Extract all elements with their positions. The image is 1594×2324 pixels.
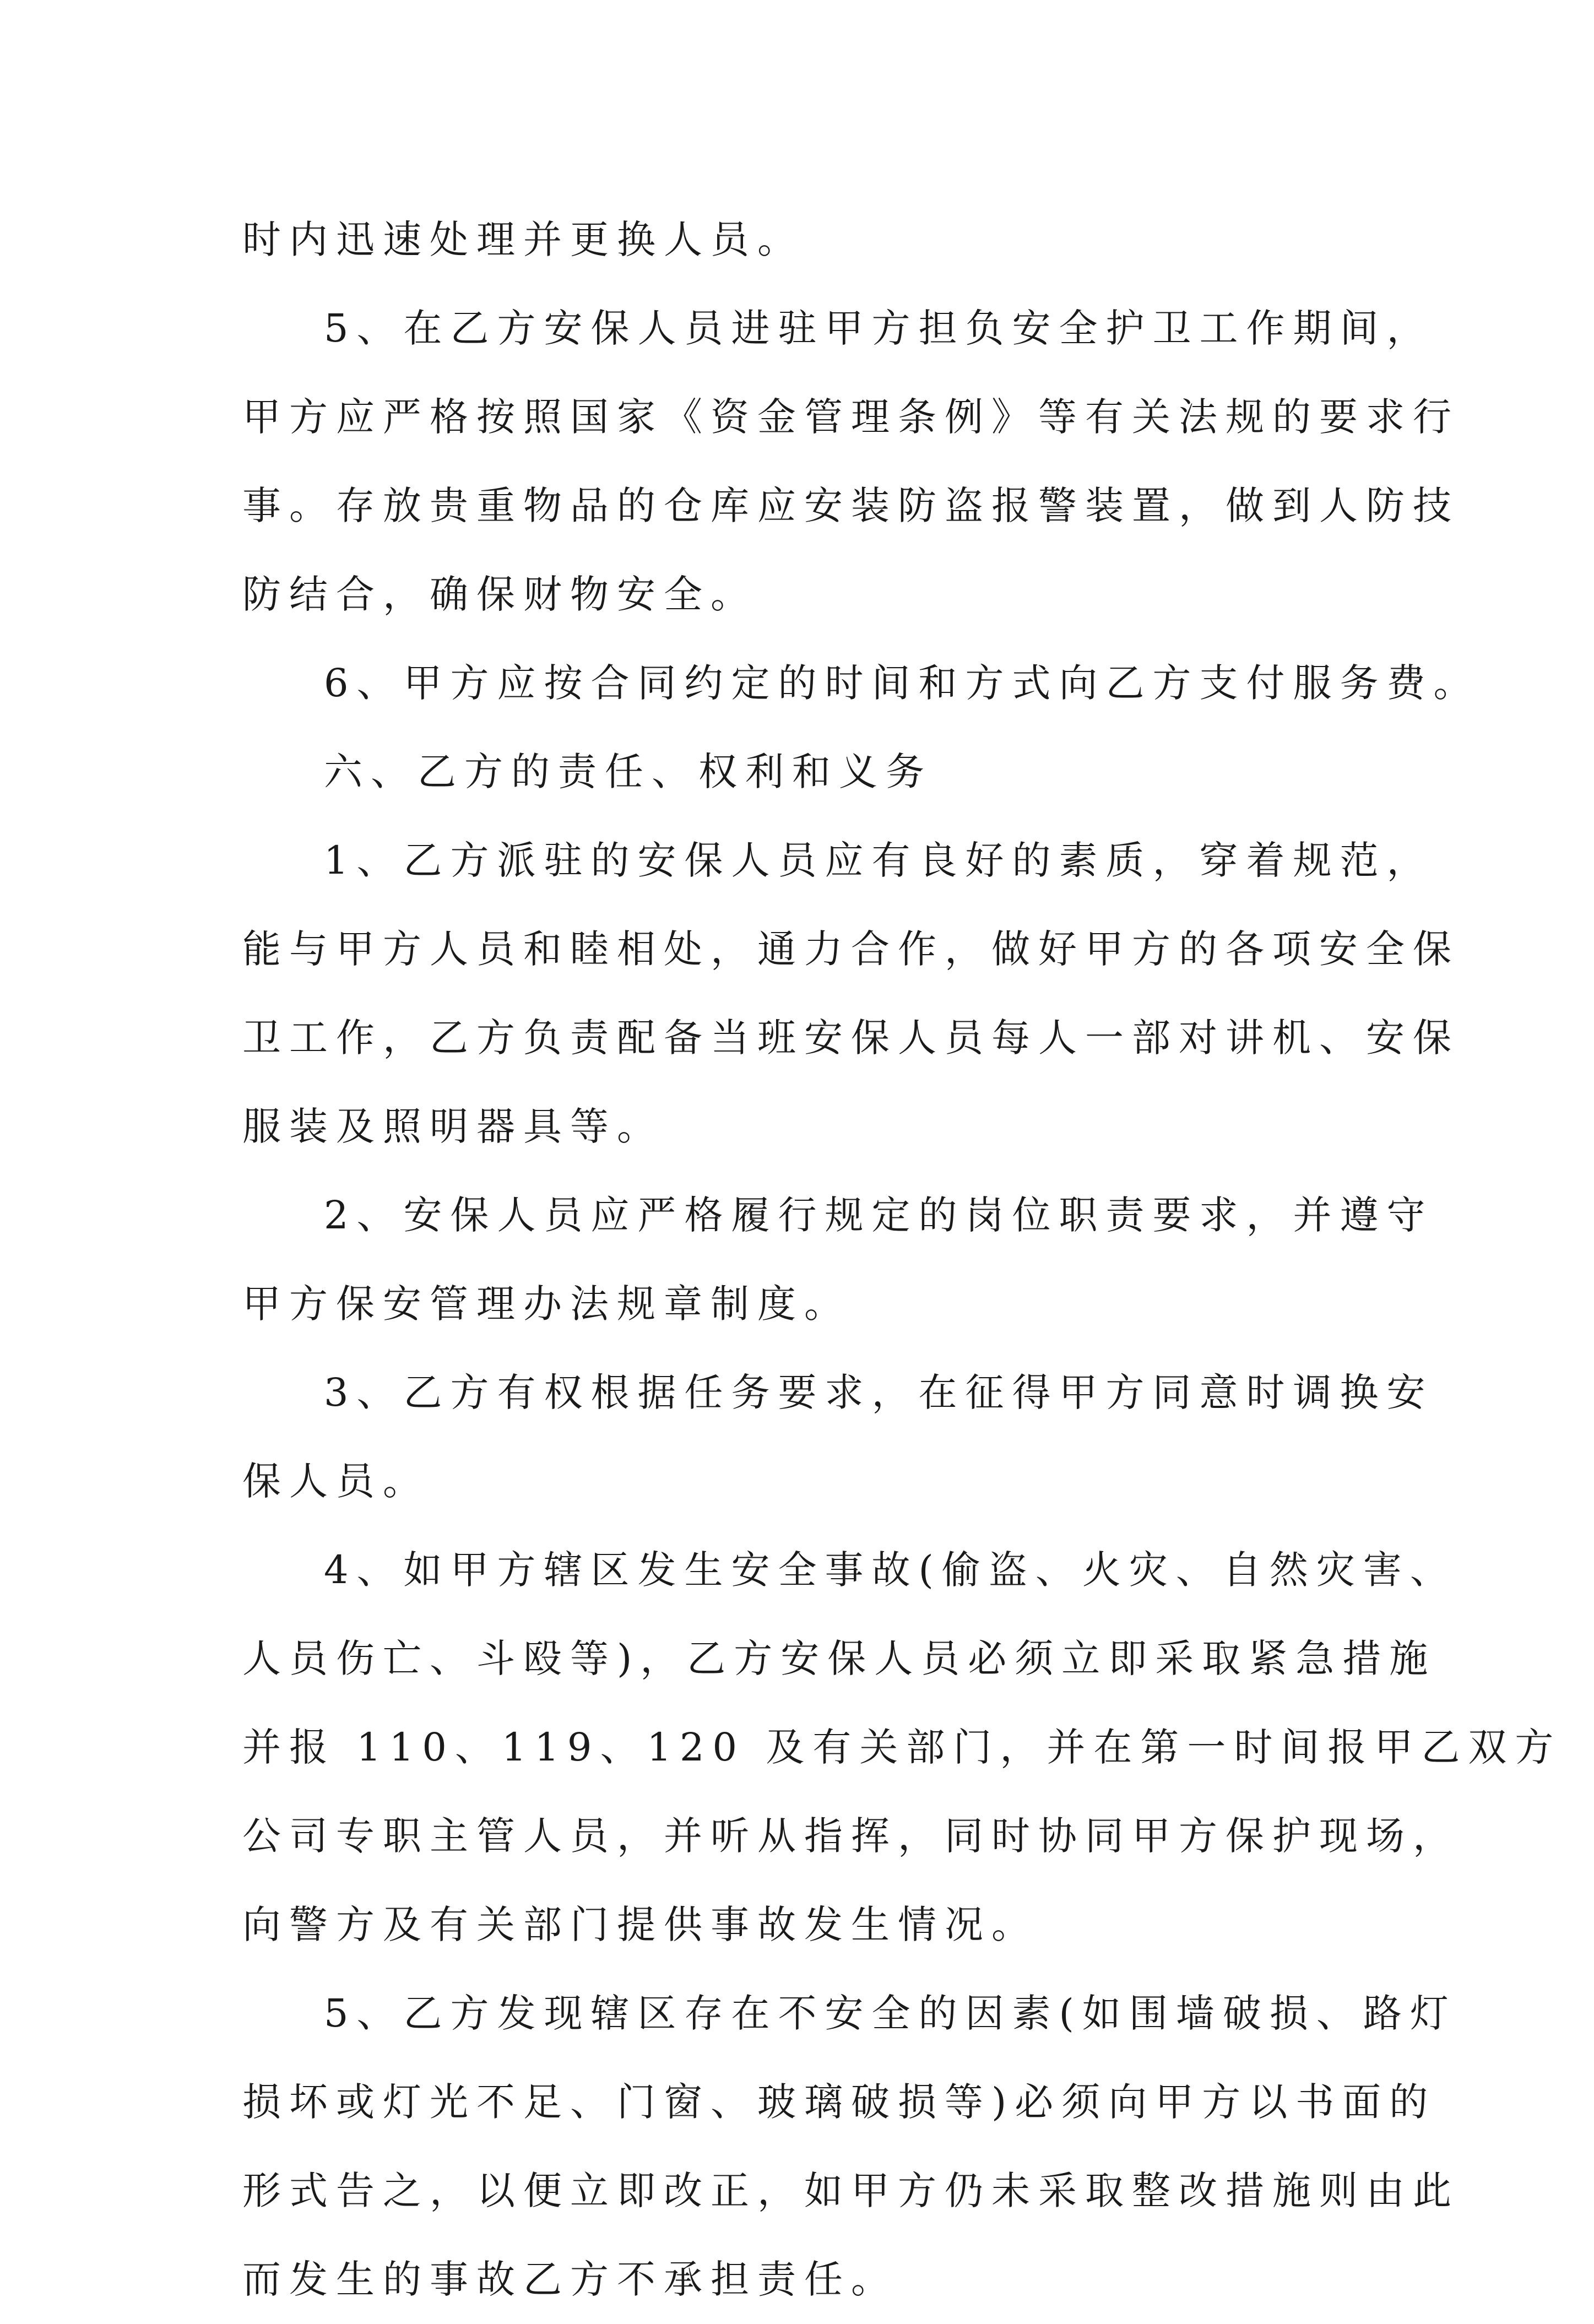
- text-line: 2、安保人员应严格履行规定的岗位职责要求，并遵守: [324, 1193, 1434, 1238]
- text-line: 卫工作，乙方负责配备当班安保人员每人一部对讲机、安保: [242, 1015, 1460, 1060]
- section-heading: 六、乙方的责任、权利和义务: [324, 749, 932, 794]
- text-line: 保人员。: [242, 1459, 430, 1504]
- text-line: 公司专职主管人员，并听从指挥，同时协同甲方保护现场，: [242, 1813, 1460, 1859]
- text-line: 5、在乙方安保人员进驻甲方担负安全护卫工作期间，: [324, 306, 1434, 351]
- text-line: 甲方保安管理办法规章制度。: [242, 1281, 851, 1326]
- text-line: 5、乙方发现辖区存在不安全的因素(如围墙破损、路灯: [324, 1991, 1457, 2036]
- text-line: 而发生的事故乙方不承担责任。: [242, 2257, 898, 2302]
- text-line: 4、如甲方辖区发生安全事故(偷盗、火灾、自然灾害、: [324, 1547, 1457, 1592]
- text-line: 人员伤亡、斗殴等)，乙方安保人员必须立即采取紧急措施: [242, 1636, 1436, 1681]
- text-line: 服装及照明器具等。: [242, 1104, 664, 1149]
- text-line: 事。存放贵重物品的仓库应安装防盗报警装置，做到人防技: [242, 483, 1460, 528]
- text-line: 能与甲方人员和睦相处，通力合作，做好甲方的各项安全保: [242, 927, 1460, 972]
- text-line: 6、甲方应按合同约定的时间和方式向乙方支付服务费。: [324, 660, 1481, 706]
- text-line: 防结合，确保财物安全。: [242, 572, 757, 617]
- text-line: 甲方应严格按照国家《资金管理条例》等有关法规的要求行: [242, 394, 1460, 440]
- text-line: 时内迅速处理并更换人员。: [242, 217, 804, 262]
- document-body: [242, 196, 1562, 2324]
- text-line: 1、乙方派驻的安保人员应有良好的素质，穿着规范，: [324, 838, 1434, 883]
- text-line: 3、乙方有权根据任务要求，在征得甲方同意时调换安: [324, 1370, 1434, 1415]
- text-line: 向警方及有关部门提供事故发生情况。: [242, 1902, 1038, 1947]
- text-line: 损坏或灯光不足、门窗、玻璃破损等)必须向甲方以书面的: [242, 2079, 1436, 2125]
- text-line: 形式告之，以便立即改正，如甲方仍未采取整改措施则由此: [242, 2168, 1460, 2213]
- text-line: 并报 110、119、120 及有关部门，并在第一时间报甲乙双方: [242, 1725, 1562, 1770]
